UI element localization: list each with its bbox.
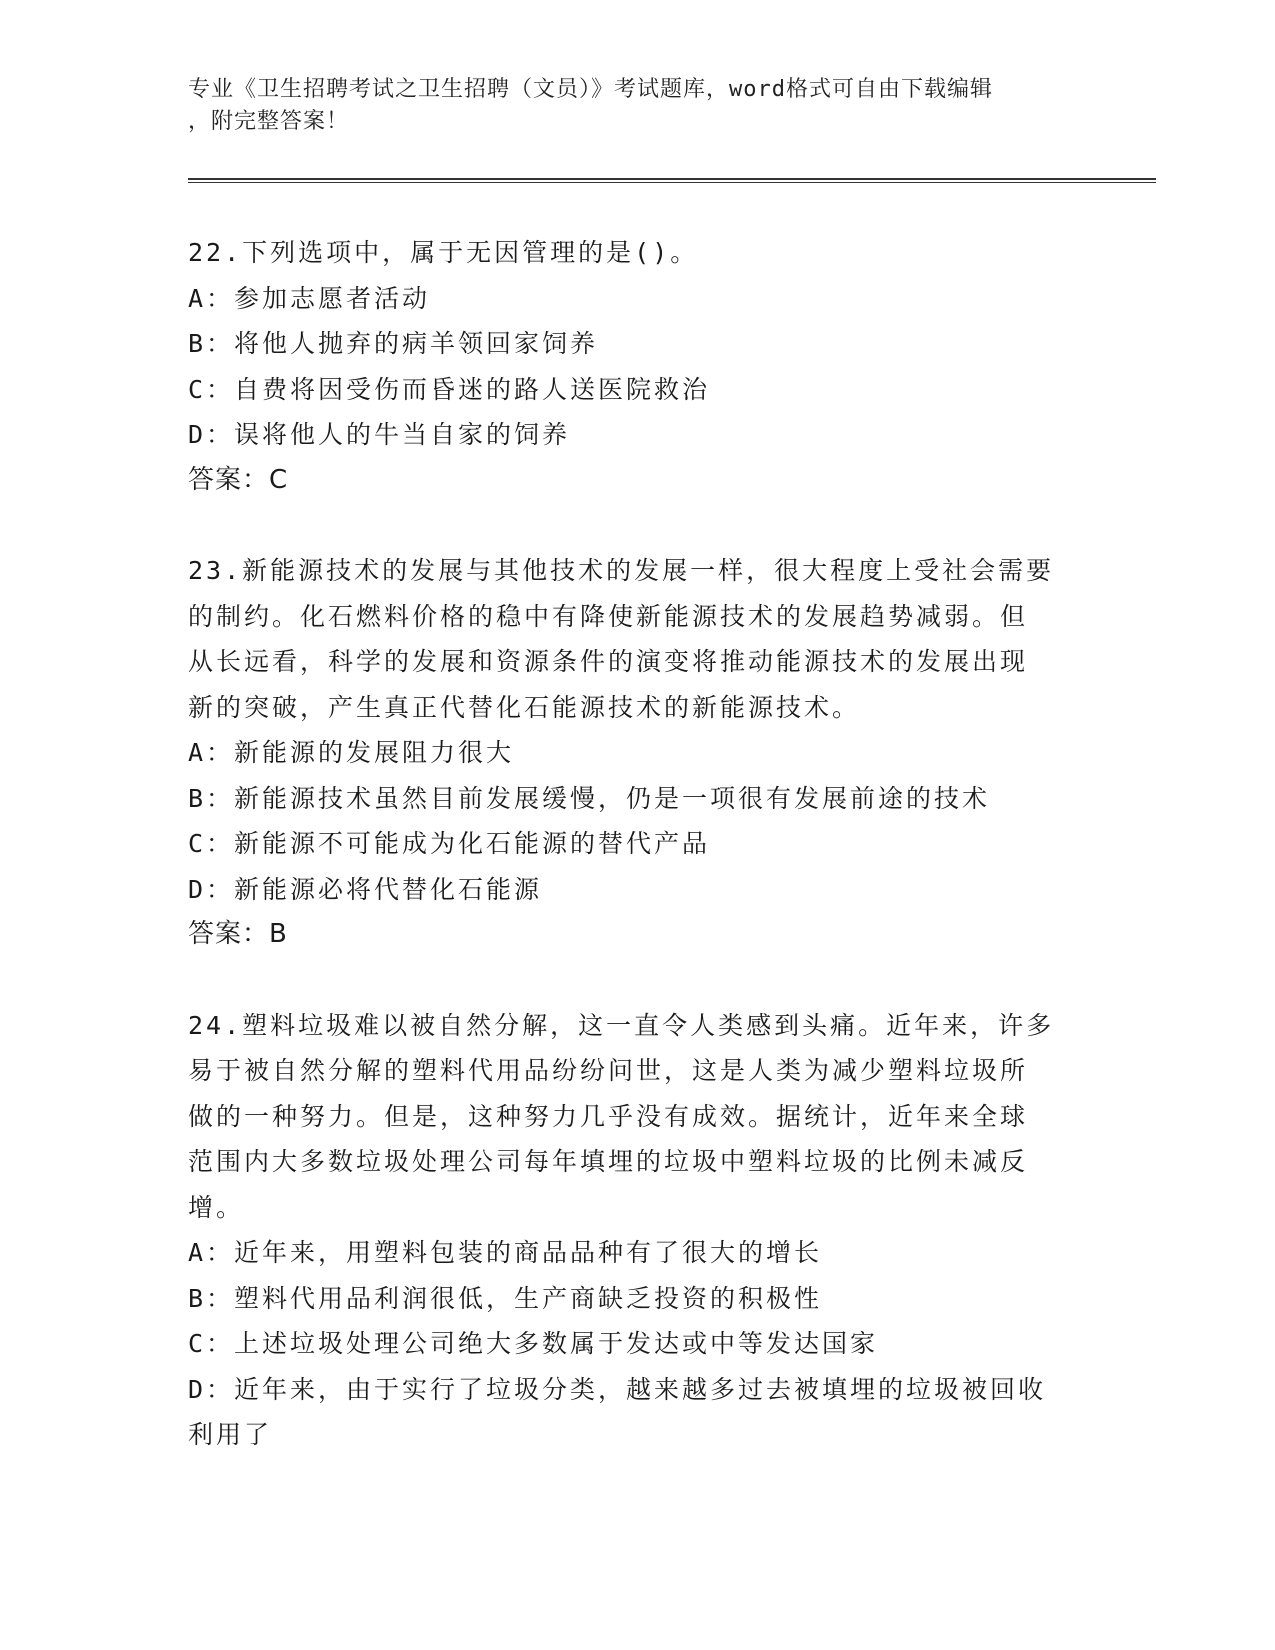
answer-label: 答案：C (188, 464, 289, 495)
option-b: B：新能源技术虽然目前发展缓慢，仍是一项很有发展前途的技术 (188, 783, 991, 813)
question-stem-line: 范围内大多数垃圾处理公司每年填埋的垃圾中塑料垃圾的比例未减反 (188, 1147, 1029, 1176)
document-header (188, 74, 1088, 138)
question-22 (188, 230, 1088, 503)
question-stem-line: 增。 (188, 1192, 245, 1222)
option-a: A：新能源的发展阻力很大 (188, 738, 515, 767)
option-b: B：将他人抛弃的病羊领回家饲养 (188, 329, 599, 358)
option-d: D：近年来，由于实行了垃圾分类，越来越多过去被填埋的垃圾被回收 (188, 1374, 1047, 1404)
option-c: C：自费将因受伤而昏迷的路人送医院救治 (188, 374, 711, 404)
header-line-2: ，附完整答案！ (188, 109, 350, 134)
header-divider (188, 178, 1156, 183)
question-stem-line: 从长远看，科学的发展和资源条件的演变将推动能源技术的发展出现 (188, 647, 1029, 676)
question-stem-line: 做的一种努力。但是，这种努力几乎没有成效。据统计，近年来全球 (188, 1101, 1029, 1131)
option-d-continued: 利用了 (188, 1420, 273, 1449)
option-c: C：上述垃圾处理公司绝大多数属于发达或中等发达国家 (188, 1329, 879, 1358)
option-d: D：误将他人的牛当自家的饲养 (188, 420, 571, 449)
question-24 (188, 1003, 1088, 1458)
question-stem: 22.下列选项中，属于无因管理的是()。 (188, 238, 699, 267)
option-b: B：塑料代用品利润很低，生产商缺乏投资的积极性 (188, 1283, 823, 1313)
question-stem-line: 的制约。化石燃料价格的稳中有降使新能源技术的发展趋势减弱。但 (188, 601, 1029, 631)
question-23 (188, 548, 1088, 958)
option-d: D：新能源必将代替化石能源 (188, 874, 543, 904)
header-line-1: 专业《卫生招聘考试之卫生招聘（文员）》考试题库，word格式可自由下载编辑 (188, 77, 993, 102)
option-a: A：参加志愿者活动 (188, 283, 431, 313)
option-a: A：近年来，用塑料包装的商品品种有了很大的增长 (188, 1238, 823, 1267)
question-stem-line: 24.塑料垃圾难以被自然分解，这一直令人类感到头痛。近年来，许多 (188, 1010, 1055, 1040)
question-stem-line: 易于被自然分解的塑料代用品纷纷问世，这是人类为减少塑料垃圾所 (188, 1056, 1029, 1085)
question-stem-line: 新的突破，产生真正代替化石能源技术的新能源技术。 (188, 692, 861, 722)
question-list (188, 230, 1088, 1503)
question-stem-line: 23.新能源技术的发展与其他技术的发展一样，很大程度上受社会需要 (188, 556, 1055, 585)
option-c: C：新能源不可能成为化石能源的替代产品 (188, 829, 711, 858)
answer-label: 答案：B (188, 919, 288, 949)
